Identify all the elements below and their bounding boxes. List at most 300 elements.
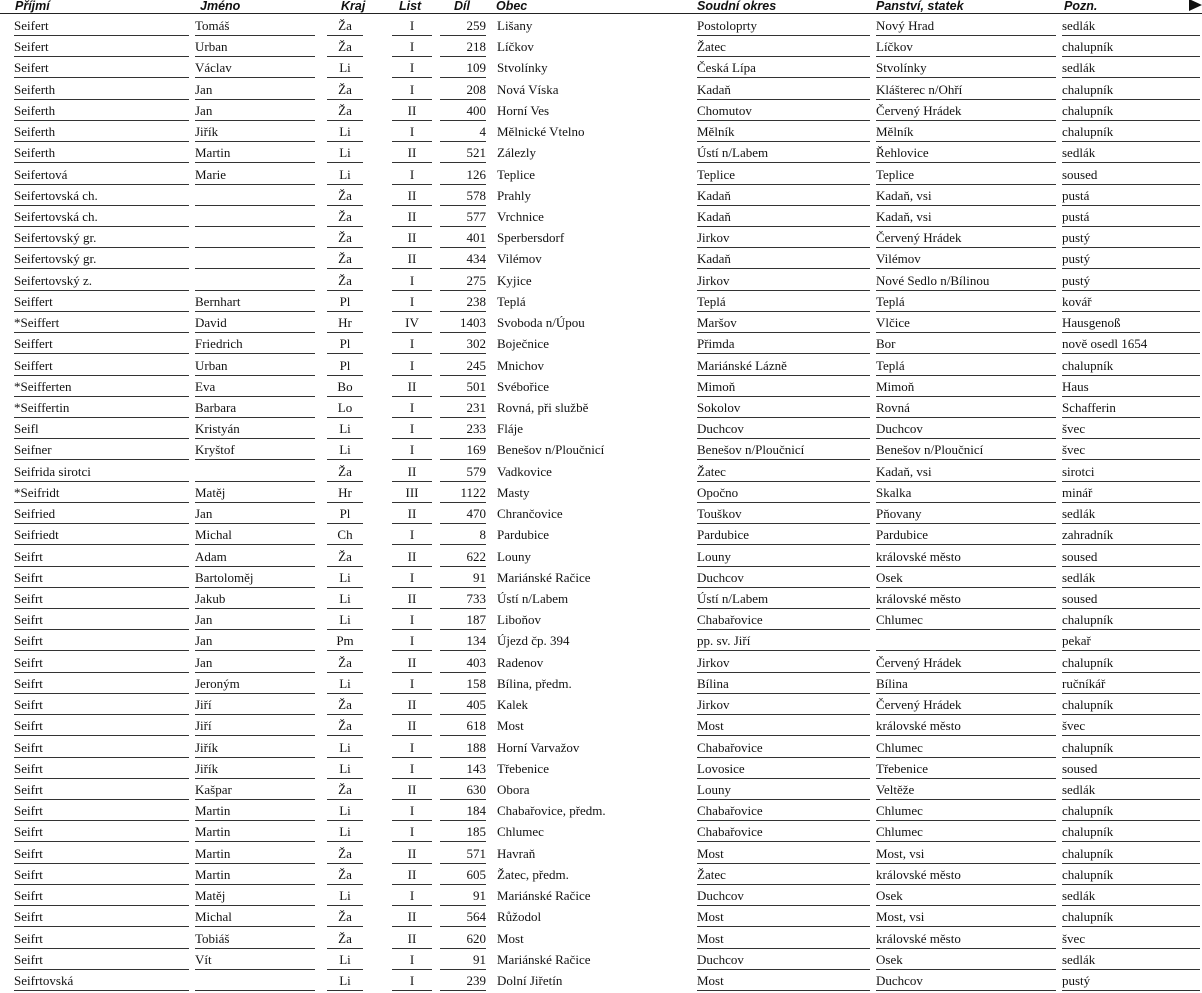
cell-panstvi: Červený Hrádek [876,693,1056,715]
table-row [0,651,1202,673]
cell-jmeno: Martin [195,863,315,885]
cell-okres: Kadaň [697,205,870,227]
cell-jmeno: Jeroným [195,672,315,694]
cell-pozn: pustý [1062,969,1200,991]
cell-okres: Mariánské Lázně [697,354,870,376]
table-row [0,884,1202,906]
cell-okres: Chabařovice [697,820,870,842]
cell-obec: Teplice [497,166,536,182]
cell-prijmeni: Seifertovský z. [14,269,189,291]
cell-okres: Most [697,969,870,991]
cell-okres: Chabařovice [697,799,870,821]
cell-dil: 143 [440,757,486,779]
cell-dil: 239 [440,969,486,991]
cell-panstvi: Pňovany [876,502,1056,524]
cell-panstvi: Osek [876,884,1056,906]
cell-prijmeni: Seifrida sirotci [14,460,189,482]
cell-jmeno [195,969,315,991]
cell-panstvi: Mimoň [876,375,1056,397]
cell-kraj: Li [327,417,363,439]
table-row [0,205,1202,227]
cell-obec: Sperbersdorf [497,230,565,246]
cell-prijmeni: Seifried [14,502,189,524]
cell-list: I [392,523,432,545]
cell-panstvi: Pardubice [876,523,1056,545]
table-row [0,141,1202,163]
cell-panstvi: Chlumec [876,820,1056,842]
cell-jmeno: Vít [195,948,315,970]
cell-prijmeni: Seifrt [14,820,189,842]
cell-dil: 403 [440,651,486,673]
cell-pozn: soused [1062,587,1200,609]
cell-pozn: sedlák [1062,14,1200,36]
cell-list: II [392,587,432,609]
cell-panstvi: Rovná [876,396,1056,418]
cell-panstvi: Teplá [876,354,1056,376]
cell-kraj: Li [327,438,363,460]
cell-obec: Chrančovice [497,506,563,522]
cell-kraj: Li [327,608,363,630]
cell-dil: 605 [440,863,486,885]
table-row [0,332,1202,354]
cell-pozn: chalupník [1062,35,1200,57]
cell-prijmeni: Seifrt [14,693,189,715]
cell-prijmeni: Seifrt [14,757,189,779]
cell-prijmeni: Seifrt [14,587,189,609]
cell-dil: 126 [440,163,486,185]
cell-panstvi: Mělník [876,120,1056,142]
cell-list: I [392,948,432,970]
cell-kraj: Ža [327,651,363,673]
table-row [0,545,1202,567]
cell-kraj: Ch [327,523,363,545]
cell-obec: Mnichov [497,357,544,373]
cell-list: I [392,396,432,418]
cell-pozn: chalupník [1062,736,1200,758]
cell-prijmeni: *Seifridt [14,481,189,503]
cell-list: II [392,714,432,736]
cell-okres: Louny [697,778,870,800]
cell-dil: 302 [440,332,486,354]
cell-prijmeni: Seifriedt [14,523,189,545]
cell-kraj: Ža [327,778,363,800]
cell-okres: Žatec [697,863,870,885]
cell-list: II [392,842,432,864]
cell-list: II [392,502,432,524]
cell-panstvi: královské město [876,545,1056,567]
header-list: List [399,0,422,13]
cell-prijmeni: Seiffert [14,354,189,376]
cell-dil: 564 [440,905,486,927]
cell-dil: 4 [440,120,486,142]
cell-jmeno: Jan [195,608,315,630]
cell-obec: Masty [497,484,530,500]
table-row [0,375,1202,397]
cell-kraj: Li [327,757,363,779]
cell-kraj: Li [327,672,363,694]
cell-prijmeni: Seifrt [14,884,189,906]
cell-list: IV [392,311,432,333]
cell-okres: Žatec [697,35,870,57]
cell-obec: Svoboda n/Úpou [497,315,585,331]
cell-kraj: Li [327,120,363,142]
header-kraj: Kraj [341,0,366,13]
cell-panstvi: Třebenice [876,757,1056,779]
cell-dil: 185 [440,820,486,842]
cell-prijmeni: *Seiffertin [14,396,189,418]
cell-panstvi: Řehlovice [876,141,1056,163]
cell-panstvi: Kadaň, vsi [876,184,1056,206]
cell-jmeno: Jan [195,651,315,673]
table-row [0,56,1202,78]
cell-obec: Lišany [497,18,533,33]
cell-list: II [392,141,432,163]
cell-kraj: Ža [327,714,363,736]
cell-okres: Kadaň [697,184,870,206]
table-row [0,693,1202,715]
table-row [0,587,1202,609]
cell-dil: 733 [440,587,486,609]
cell-okres: Benešov n/Ploučnicí [697,438,870,460]
cell-jmeno: Jan [195,502,315,524]
cell-obec: Ústí n/Labem [497,590,569,606]
cell-okres: Teplice [697,163,870,185]
cell-jmeno [195,247,315,269]
cell-dil: 470 [440,502,486,524]
cell-pozn: kovář [1062,290,1200,312]
cell-prijmeni: Seifrt [14,778,189,800]
table-row [0,672,1202,694]
cell-prijmeni: Seifertová [14,163,189,185]
cell-prijmeni: Seiferth [14,99,189,121]
cell-kraj: Ža [327,184,363,206]
table-row [0,120,1202,142]
cell-kraj: Li [327,799,363,821]
cell-okres: Louny [697,545,870,567]
cell-kraj: Ža [327,693,363,715]
cell-pozn: švec [1062,714,1200,736]
cell-okres: Jirkov [697,269,870,291]
cell-panstvi: Most, vsi [876,842,1056,864]
cell-kraj: Ža [327,269,363,291]
cell-dil: 622 [440,545,486,567]
cell-dil: 8 [440,523,486,545]
table-row [0,311,1202,333]
cell-pozn: pustý [1062,269,1200,291]
cell-jmeno: Bernhart [195,290,315,312]
cell-prijmeni: Seifertovský gr. [14,247,189,269]
cell-prijmeni: Seifrt [14,714,189,736]
header-obec: Obec [496,0,528,13]
cell-dil: 1122 [440,481,486,503]
cell-jmeno: Jan [195,629,315,651]
cell-list: I [392,672,432,694]
cell-pozn: sedlák [1062,948,1200,970]
cell-kraj: Ža [327,927,363,949]
cell-jmeno: Jiří [195,714,315,736]
cell-kraj: Li [327,163,363,185]
cell-prijmeni: Seiferth [14,120,189,142]
cell-obec: Benešov n/Ploučnicí [497,442,605,458]
cell-pozn: Haus [1062,375,1200,397]
table-row [0,927,1202,949]
cell-okres: Duchcov [697,566,870,588]
cell-prijmeni: Seiferth [14,78,189,100]
cell-dil: 275 [440,269,486,291]
cell-jmeno: Jiřík [195,757,315,779]
cell-jmeno: Kristyán [195,417,315,439]
cell-pozn: chalupník [1062,905,1200,927]
cell-prijmeni: Seifrt [14,629,189,651]
cell-list: I [392,290,432,312]
table-row [0,714,1202,736]
table-row [0,14,1202,36]
cell-jmeno: Eva [195,375,315,397]
cell-obec: Horní Varvažov [497,739,580,755]
cell-jmeno: Kryštof [195,438,315,460]
cell-dil: 109 [440,56,486,78]
cell-prijmeni: Seifrt [14,566,189,588]
cell-obec: Svébořice [497,378,549,394]
cell-panstvi: Kadaň, vsi [876,205,1056,227]
table-row [0,778,1202,800]
table-row [0,184,1202,206]
cell-pozn: sedlák [1062,141,1200,163]
cell-obec: Dolní Jiřetín [497,972,563,988]
cell-kraj: Ža [327,863,363,885]
header-jmeno: Jméno [200,0,241,13]
cell-panstvi: Červený Hrádek [876,226,1056,248]
cell-jmeno: Jan [195,99,315,121]
cell-jmeno [195,184,315,206]
cell-jmeno: Friedrich [195,332,315,354]
header-pozn: Pozn. [1064,0,1098,13]
cell-obec: Vilémov [497,251,542,267]
cell-okres: Jirkov [697,693,870,715]
table-row [0,842,1202,864]
cell-jmeno: Jan [195,78,315,100]
cell-obec: Chlumec [497,824,544,840]
cell-dil: 259 [440,14,486,36]
cell-kraj: Li [327,566,363,588]
cell-prijmeni: Seifner [14,438,189,460]
cell-dil: 91 [440,566,486,588]
cell-obec: Fláje [497,421,523,437]
cell-prijmeni: Seiferth [14,141,189,163]
cell-jmeno: Martin [195,842,315,864]
cell-jmeno: Barbara [195,396,315,418]
table-row [0,417,1202,439]
cell-kraj: Li [327,56,363,78]
table-row [0,820,1202,842]
cell-kraj: Ža [327,247,363,269]
cell-jmeno: Martin [195,820,315,842]
cell-okres: Mělník [697,120,870,142]
cell-prijmeni: Seifertovský gr. [14,226,189,248]
cell-dil: 233 [440,417,486,439]
cell-list: I [392,629,432,651]
cell-obec: Bílina, předm. [497,675,572,691]
header-panstvi: Panství, statek [876,0,964,13]
cell-kraj: Bo [327,375,363,397]
table-row [0,757,1202,779]
cell-okres: Jirkov [697,651,870,673]
cell-pozn: sedlák [1062,56,1200,78]
cell-panstvi: Skalka [876,481,1056,503]
cell-okres: Most [697,927,870,949]
cell-obec: Prahly [497,187,531,203]
cell-okres: Žatec [697,460,870,482]
cell-pozn: soused [1062,757,1200,779]
cell-okres: Ústí n/Labem [697,141,870,163]
table-row [0,354,1202,376]
cell-kraj: Pl [327,290,363,312]
cell-panstvi: Nové Sedlo n/Bílinou [876,269,1056,291]
cell-prijmeni: Seifrt [14,736,189,758]
cell-kraj: Pm [327,629,363,651]
cell-pozn: chalupník [1062,799,1200,821]
cell-dil: 577 [440,205,486,227]
cell-jmeno: Kašpar [195,778,315,800]
cell-obec: Liboňov [497,612,542,628]
cell-pozn: chalupník [1062,651,1200,673]
cell-obec: Chabařovice, předm. [497,803,606,819]
cell-okres: Chomutov [697,99,870,121]
cell-dil: 91 [440,948,486,970]
cell-okres: Most [697,714,870,736]
cell-obec: Újezd čp. 394 [497,633,570,649]
cell-okres: Česká Lípa [697,56,870,78]
cell-obec: Horní Ves [497,102,550,118]
cell-pozn: chalupník [1062,863,1200,885]
cell-dil: 521 [440,141,486,163]
cell-list: I [392,78,432,100]
cell-pozn: sedlák [1062,566,1200,588]
cell-panstvi: Chlumec [876,736,1056,758]
cell-list: I [392,820,432,842]
cell-kraj: Lo [327,396,363,418]
table-row [0,396,1202,418]
table-row [0,99,1202,121]
cell-list: II [392,927,432,949]
table-row [0,799,1202,821]
cell-dil: 405 [440,693,486,715]
cell-jmeno: Jiří [195,693,315,715]
cell-okres: Chabařovice [697,736,870,758]
cell-pozn: chalupník [1062,354,1200,376]
cell-list: I [392,354,432,376]
cell-prijmeni: Seifrt [14,863,189,885]
cell-list: I [392,757,432,779]
cell-panstvi: Chlumec [876,799,1056,821]
cell-okres: Most [697,905,870,927]
cell-panstvi: královské město [876,863,1056,885]
cell-panstvi: Chlumec [876,608,1056,630]
cell-list: II [392,545,432,567]
cell-pozn: pustá [1062,184,1200,206]
cell-dil: 1403 [440,311,486,333]
cell-panstvi: Duchcov [876,417,1056,439]
cell-panstvi [876,629,1056,651]
cell-pozn: švec [1062,417,1200,439]
cell-kraj: Hr [327,311,363,333]
cell-obec: Mariánské Račice [497,569,591,585]
cell-dil: 231 [440,396,486,418]
table-row [0,502,1202,524]
cell-obec: Teplá [497,293,526,309]
cell-jmeno [195,460,315,482]
cell-pozn: ručníkář [1062,672,1200,694]
cell-list: I [392,969,432,991]
cell-obec: Louny [497,548,531,564]
cell-kraj: Ža [327,460,363,482]
cell-okres: Přimda [697,332,870,354]
cell-kraj: Ža [327,905,363,927]
cell-panstvi: Teplice [876,163,1056,185]
cell-panstvi: královské město [876,714,1056,736]
cell-jmeno [195,269,315,291]
table-row [0,163,1202,185]
cell-dil: 501 [440,375,486,397]
cell-pozn: pustá [1062,205,1200,227]
cell-okres: Duchcov [697,884,870,906]
cell-kraj: Ža [327,78,363,100]
cell-obec: Most [497,718,524,734]
cell-obec: Rovná, při službě [497,400,589,415]
cell-pozn: chalupník [1062,78,1200,100]
cell-jmeno: Jakub [195,587,315,609]
cell-obec: Žatec, předm. [497,866,569,882]
cell-panstvi: Líčkov [876,35,1056,57]
cell-jmeno: Václav [195,56,315,78]
cell-obec: Vrchnice [497,209,544,224]
cell-pozn: švec [1062,438,1200,460]
cell-dil: 618 [440,714,486,736]
cell-panstvi: Stvolínky [876,56,1056,78]
table-row [0,460,1202,482]
cell-pozn: soused [1062,163,1200,185]
cell-dil: 91 [440,884,486,906]
cell-panstvi: Veltěže [876,778,1056,800]
cell-dil: 578 [440,184,486,206]
cell-kraj: Li [327,884,363,906]
cell-obec: Boječnice [497,336,549,352]
cell-kraj: Ža [327,14,363,36]
cell-kraj: Li [327,587,363,609]
table-row [0,523,1202,545]
cell-prijmeni: Seifrt [14,842,189,864]
cell-prijmeni: Seifrt [14,799,189,821]
cell-list: I [392,566,432,588]
cell-panstvi: Klášterec n/Ohří [876,78,1056,100]
cell-prijmeni: Seifrt [14,608,189,630]
cell-prijmeni: *Seiffert [14,311,189,333]
next-page-arrow-icon[interactable] [1189,0,1202,11]
cell-obec: Vadkovice [497,463,552,479]
cell-prijmeni: Seifert [14,56,189,78]
cell-dil: 434 [440,247,486,269]
cell-list: I [392,417,432,439]
cell-dil: 245 [440,354,486,376]
cell-prijmeni: Seifrt [14,672,189,694]
cell-okres: Ústí n/Labem [697,587,870,609]
cell-prijmeni: Seifrt [14,927,189,949]
cell-okres: Mimoň [697,375,870,397]
cell-okres: Kadaň [697,247,870,269]
cell-okres: Maršov [697,311,870,333]
cell-kraj: Ža [327,842,363,864]
cell-list: II [392,693,432,715]
